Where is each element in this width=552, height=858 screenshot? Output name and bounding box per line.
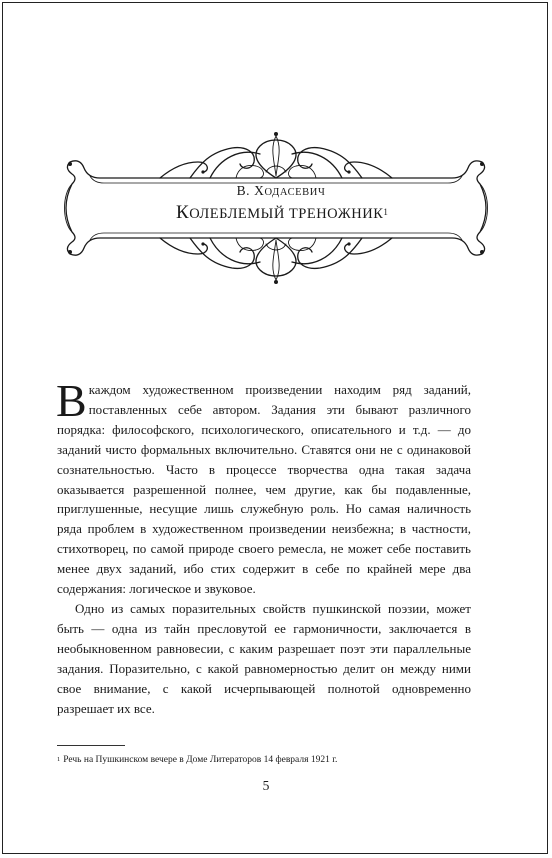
drop-cap: В [56,375,87,426]
footnote-marker: 1 [57,756,61,763]
footnote [57,754,477,766]
title-block [176,183,389,226]
paragraph-1: В каждом художественном произведении находим ряд заданий, поставленных себе автором. Задания эти бывают различного порядка: философского, психологического, описательного и т.д. — до заданий чисто формальных включительно. Ставятся они не с одинаковой сознательностью. Часто в процессе творчества одна такая задача оказывается разрешенной полнее, чем другие, как бы подавленные, приглушенные, несущие лишь служебную роль. Но самая наличность ряда проблем в художественном произведении неизбежна; в частности, стихотворец, по самой природе своего ремесла, не может себе поставить менее двух заданий, ибо стих содержит в себе по крайней мере два содержания: логическое и звуковое. [56,375,471,597]
essay-title: КОЛЕБЛЕМЫЙ ТРЕНОЖНИК$^1$ [176,202,389,223]
body-text [56,375,471,718]
page-number: 5 [262,778,270,793]
paragraph-2: Одно из самых поразительных свойств пушкинской поэзии, может быть — одна из тайн пресловутой ее гармоничности, заключается в необыкновенном равновесии, с каким разрешает поэт эти параллельные задания. Поразительно, с какой равномерностью делит он между ними свое внимание, с какой исчерпывающей полнотой одновременно разрешает их все. [57,600,471,716]
footnote-divider [57,745,125,746]
title-footnote-marker[interactable]: 1 [383,207,389,217]
author-name: В. ХОДАСЕВИЧ [236,183,326,198]
footnote-text: Речь на Пушкинском вечере в Доме Литераторов 14 февраля 1921 г. [63,755,338,765]
